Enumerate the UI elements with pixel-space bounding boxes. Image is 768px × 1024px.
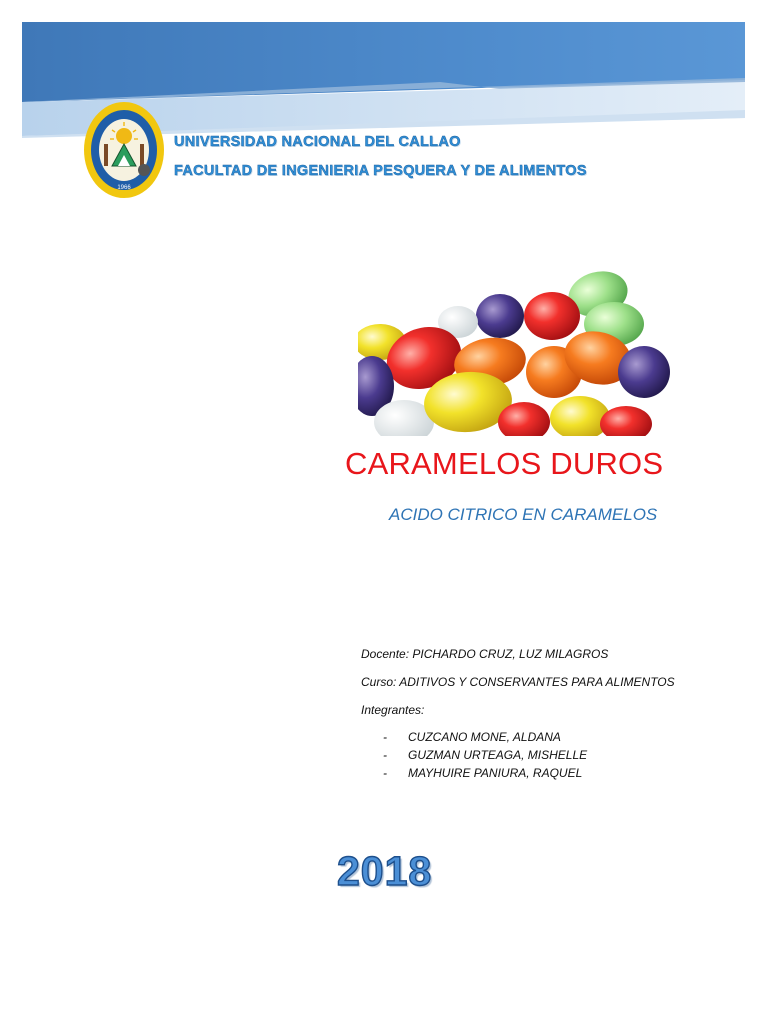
member-name: GUZMAN URTEAGA, MISHELLE (408, 748, 588, 762)
list-item (383, 766, 587, 784)
bullet-dash: - (383, 748, 387, 762)
document-subtitle: ACIDO CITRICO EN CARAMELOS (389, 505, 658, 524)
year-label: 2018 (337, 848, 433, 894)
members-label: Integrantes: (361, 703, 425, 717)
list-item (383, 748, 587, 766)
members-list (383, 730, 587, 784)
member-name: MAYHUIRE PANIURA, RAQUEL (408, 766, 583, 780)
university-seal (82, 100, 166, 200)
bullet-dash: - (383, 730, 387, 744)
member-name: CUZCANO MONE, ALDANA (408, 730, 561, 744)
university-name: UNIVERSIDAD NACIONAL DEL CALLAO (174, 134, 461, 150)
svg-text:1966: 1966 (117, 185, 131, 191)
faculty-name: FACULTAD DE INGENIERIA PESQUERA Y DE ALIMENTOS (174, 163, 587, 179)
list-item (383, 730, 587, 748)
hard-candies-photo (358, 212, 690, 436)
course-line: Curso: ADITIVOS Y CONSERVANTES PARA ALIMENTOS (361, 675, 675, 689)
document-title: CARAMELOS DUROS (345, 446, 664, 481)
teacher-line: Docente: PICHARDO CRUZ, LUZ MILAGROS (361, 647, 609, 661)
bullet-dash: - (383, 766, 387, 780)
